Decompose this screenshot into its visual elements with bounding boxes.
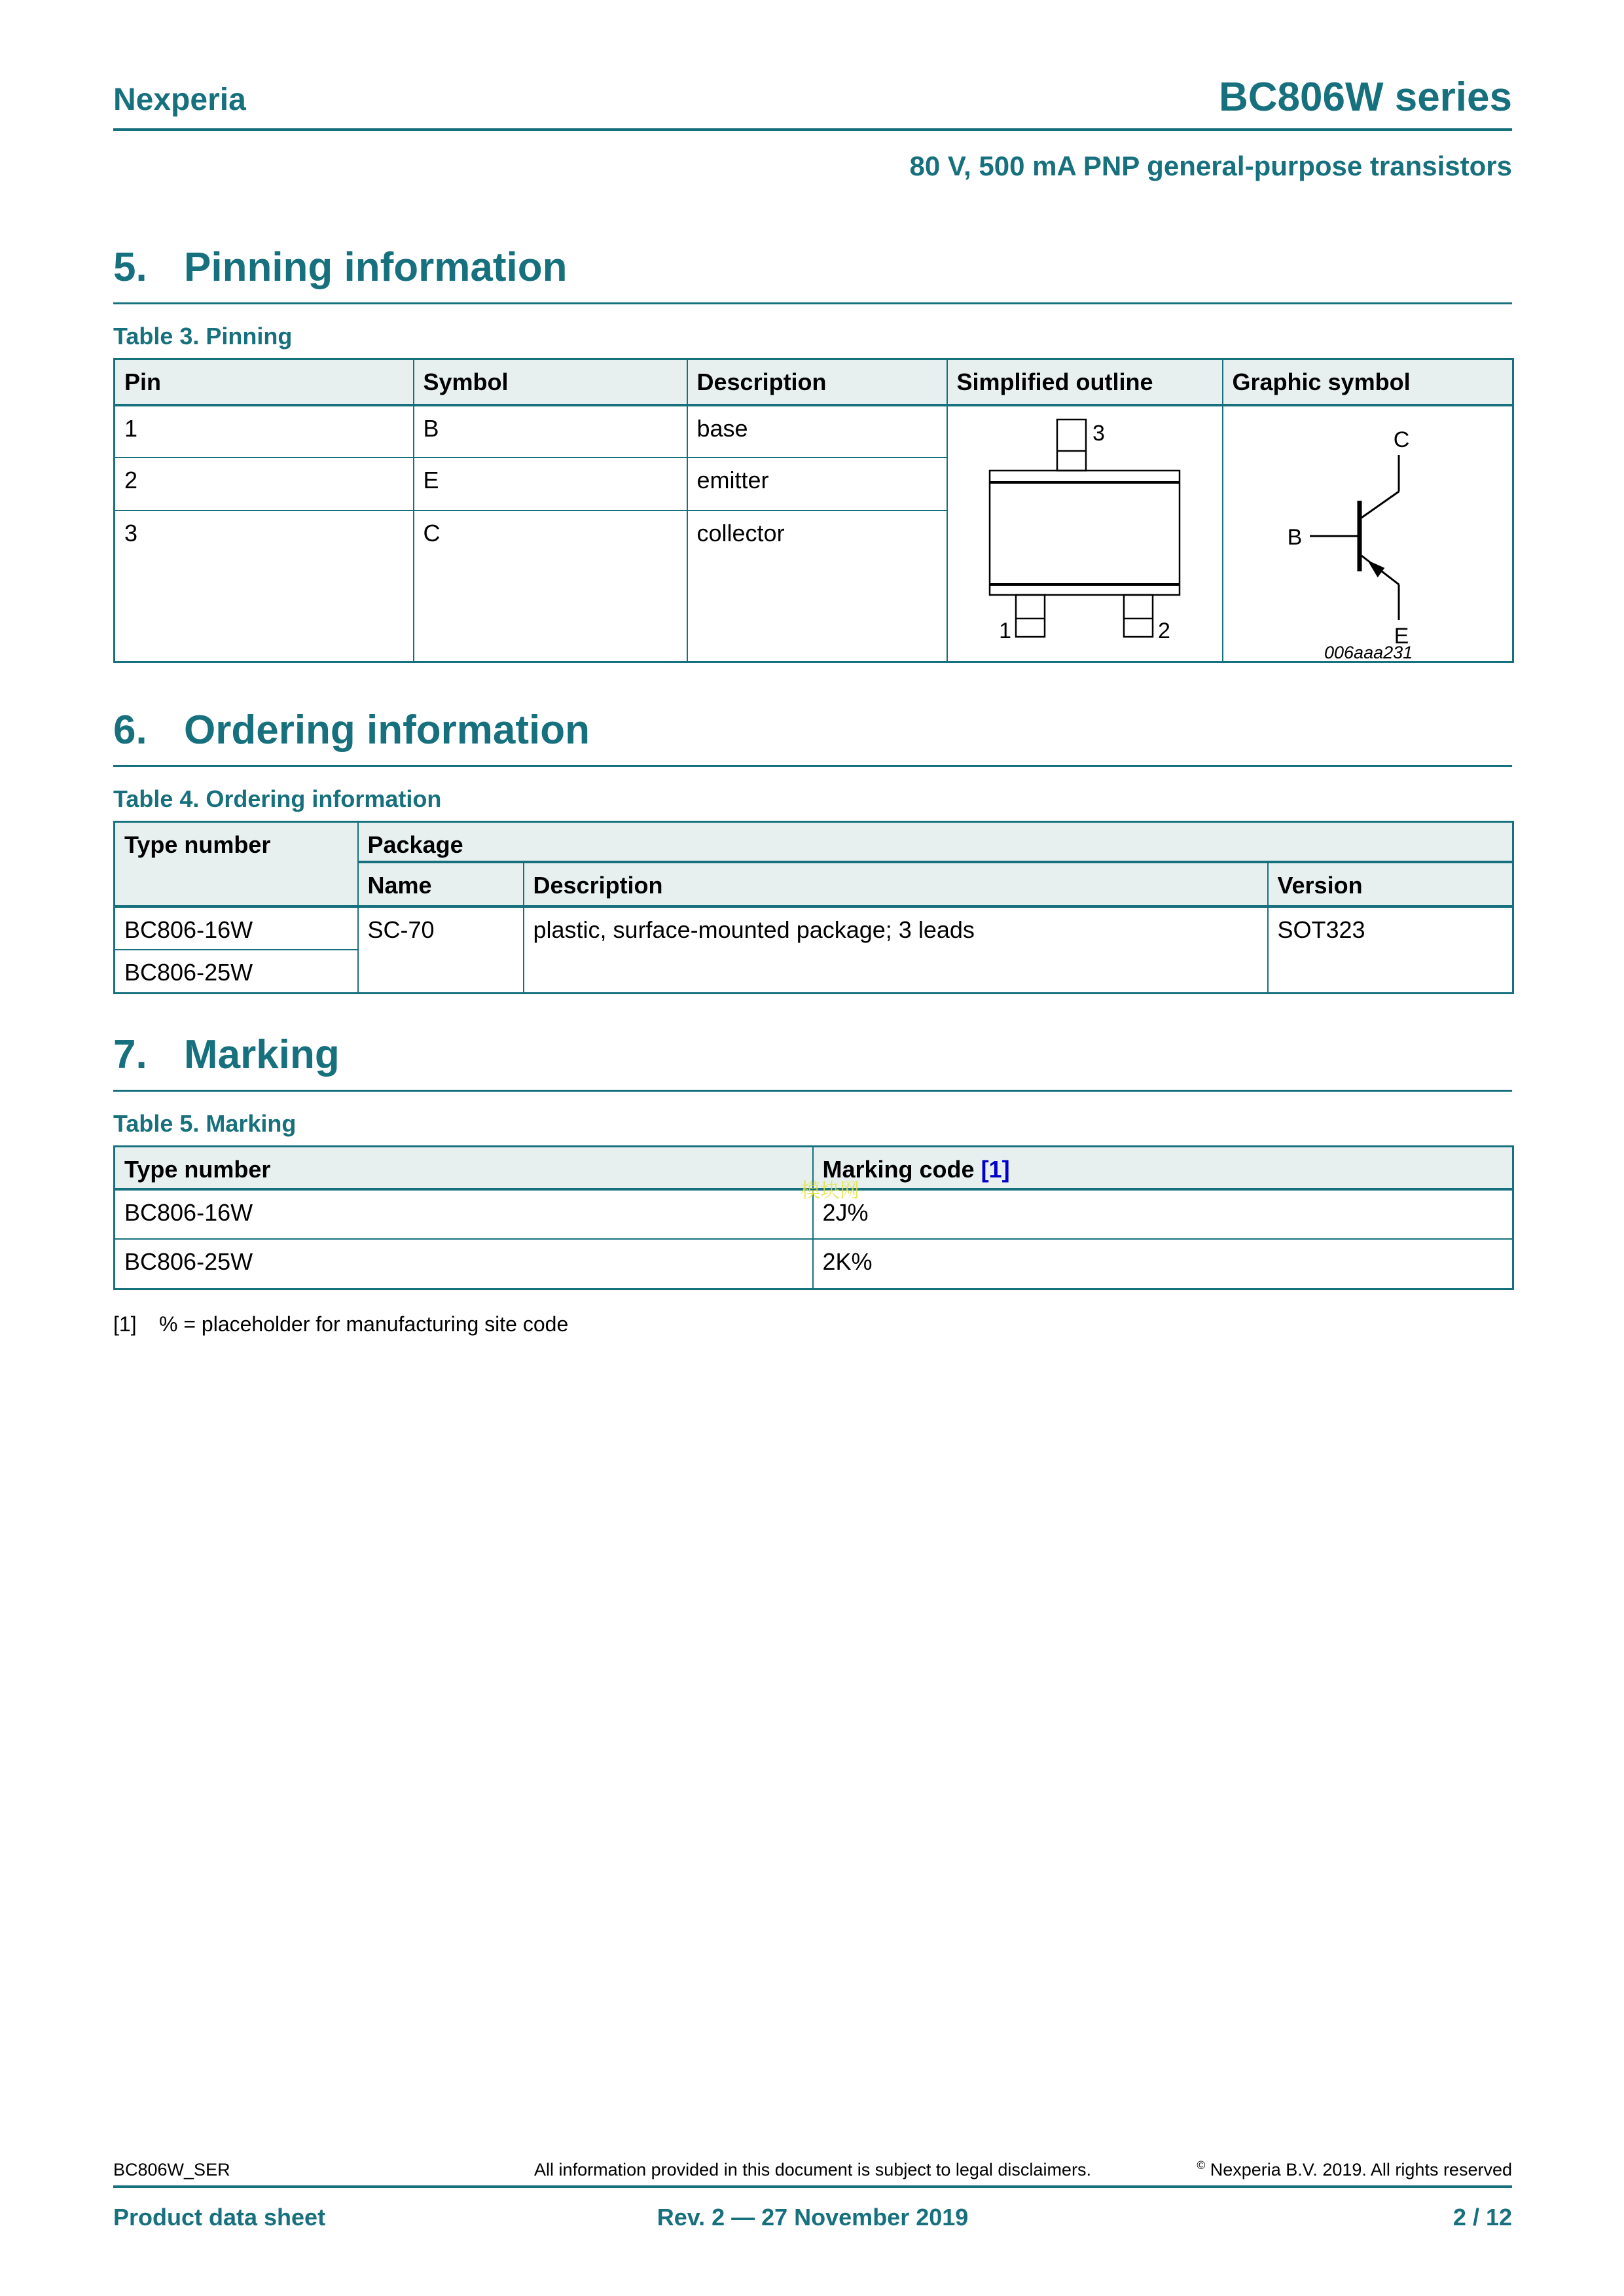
col-header-pin: Pin: [115, 359, 414, 405]
ordering-table-wrap: [113, 821, 1512, 994]
pnp-transistor-symbol: [1233, 416, 1513, 661]
symbol-collector-label: C: [1393, 427, 1409, 452]
subtitle-row: [113, 151, 1512, 182]
footnote-text: % = placeholder for manufacturing site code: [159, 1312, 569, 1336]
section-marking-heading: [113, 1031, 1512, 1077]
col-header-symbol: Symbol: [414, 359, 687, 405]
section-title: Pinning information: [184, 245, 568, 290]
section-rule: [113, 765, 1512, 767]
cell-pin: 2: [115, 457, 414, 511]
cell-pin: 3: [115, 511, 414, 662]
outline-pin3-label: 3: [1092, 420, 1105, 446]
figure-id-label: 006aaa231: [1324, 642, 1413, 661]
simplified-outline-cell: [947, 405, 1223, 662]
footer-main-row: [113, 2204, 1512, 2231]
cell-package-version: SOT323: [1268, 906, 1513, 993]
col-header-description: Description: [524, 862, 1268, 906]
cell-description: collector: [687, 511, 947, 662]
ordering-table-caption: Table 4. Ordering information: [113, 785, 442, 812]
cell-type-number: BC806-16W: [115, 906, 358, 950]
graphic-symbol-cell: [1223, 405, 1513, 662]
document-title: BC806W series: [1218, 75, 1512, 120]
cell-description: base: [687, 405, 947, 458]
section-number: 5.: [113, 245, 147, 290]
footnote-ref: [1]: [113, 1312, 137, 1336]
section-ordering: [113, 707, 1512, 994]
section-marking: [113, 1031, 1512, 1290]
footer-page-number: 2 / 12: [1453, 2204, 1512, 2231]
document-header: [113, 0, 1512, 182]
cell-marking-code: 2K%: [813, 1239, 1513, 1289]
brand-row: [113, 77, 1512, 118]
section-title: Ordering information: [184, 707, 590, 753]
footer-doc-type: Product data sheet: [113, 2204, 326, 2231]
section-number: 7.: [113, 1031, 147, 1077]
section-number: 6.: [113, 707, 147, 753]
cell-description: emitter: [687, 457, 947, 511]
header-rule: [113, 128, 1512, 131]
section-pinning: [113, 247, 1512, 663]
col-header-name: Name: [358, 862, 524, 906]
ordering-table: [113, 821, 1514, 994]
footer-disclaimer: All information provided in this document is subject to legal disclaimers.: [534, 2160, 1091, 2179]
footer-revision: Rev. 2 — 27 November 2019: [657, 2204, 969, 2231]
cell-symbol: B: [414, 405, 687, 458]
col-header-outline: Simplified outline: [947, 359, 1223, 405]
marking-table: [113, 1145, 1514, 1290]
page-footer: [113, 2159, 1512, 2231]
symbol-emitter-label: E: [1394, 623, 1409, 649]
emitter-arrow: [1367, 560, 1384, 577]
section-rule: [113, 302, 1512, 304]
table-row: [115, 405, 1513, 458]
brand-name: Nexperia: [113, 82, 246, 118]
cell-marking-code: 2J%: [813, 1189, 1513, 1239]
cell-type-number: BC806-16W: [115, 1189, 813, 1239]
section-ordering-heading: [113, 707, 1512, 753]
symbol-base-label: B: [1287, 524, 1302, 550]
footer-copyright: [1104, 2159, 1512, 2180]
col-header-package: Package: [358, 821, 1513, 862]
cell-package-name: SC-70: [358, 906, 524, 993]
cell-type-number: BC806-25W: [115, 1239, 813, 1289]
document-subtitle: 80 V, 500 mA PNP general-purpose transistors: [909, 151, 1512, 181]
cell-type-number: BC806-25W: [115, 950, 358, 993]
table-row: [115, 1239, 1513, 1289]
table-row: [115, 906, 1513, 950]
cell-symbol: C: [414, 511, 687, 662]
marking-table-caption: Table 5. Marking: [113, 1109, 297, 1137]
footer-rule: [113, 2185, 1512, 2188]
col-header-graphic: Graphic symbol: [1223, 359, 1513, 405]
section-title: Marking: [184, 1031, 340, 1077]
col-header-version: Version: [1268, 862, 1513, 906]
sot323-outline-drawing: [954, 413, 1216, 642]
marking-table-wrap: [113, 1145, 1512, 1290]
col-header-description: Description: [687, 359, 947, 405]
cell-package-description: plastic, surface-mounted package; 3 leads: [524, 906, 1268, 993]
footer-legal-row: [113, 2159, 1512, 2180]
copyright-text: Nexperia B.V. 2019. All rights reserved: [1205, 2160, 1512, 2179]
pinning-table-wrap: [113, 358, 1512, 663]
col-header-type-number: Type number: [115, 821, 358, 906]
footer-doc-id: BC806W_SER: [113, 2160, 230, 2179]
section-rule: [113, 1090, 1512, 1092]
cell-pin: 1: [115, 405, 414, 458]
outline-pin2-label: 2: [1158, 618, 1170, 642]
outline-pin1-label: 1: [999, 618, 1011, 642]
marking-code-label: Marking code: [822, 1155, 981, 1183]
col-header-marking-code: [813, 1146, 1513, 1189]
cell-symbol: E: [414, 457, 687, 511]
table-row: [115, 1189, 1513, 1239]
watermark-artifact: 模块网: [801, 1179, 859, 1202]
page-content: [113, 0, 1512, 1336]
footnote: [113, 1312, 1512, 1336]
pinning-table-caption: Table 3. Pinning: [113, 323, 293, 350]
col-header-type-number: Type number: [115, 1146, 813, 1189]
copyright-symbol: ©: [1197, 2159, 1206, 2172]
pinning-table: [113, 358, 1514, 663]
section-pinning-heading: [113, 247, 1512, 288]
marking-code-footnote-link[interactable]: [1]: [981, 1155, 1010, 1183]
